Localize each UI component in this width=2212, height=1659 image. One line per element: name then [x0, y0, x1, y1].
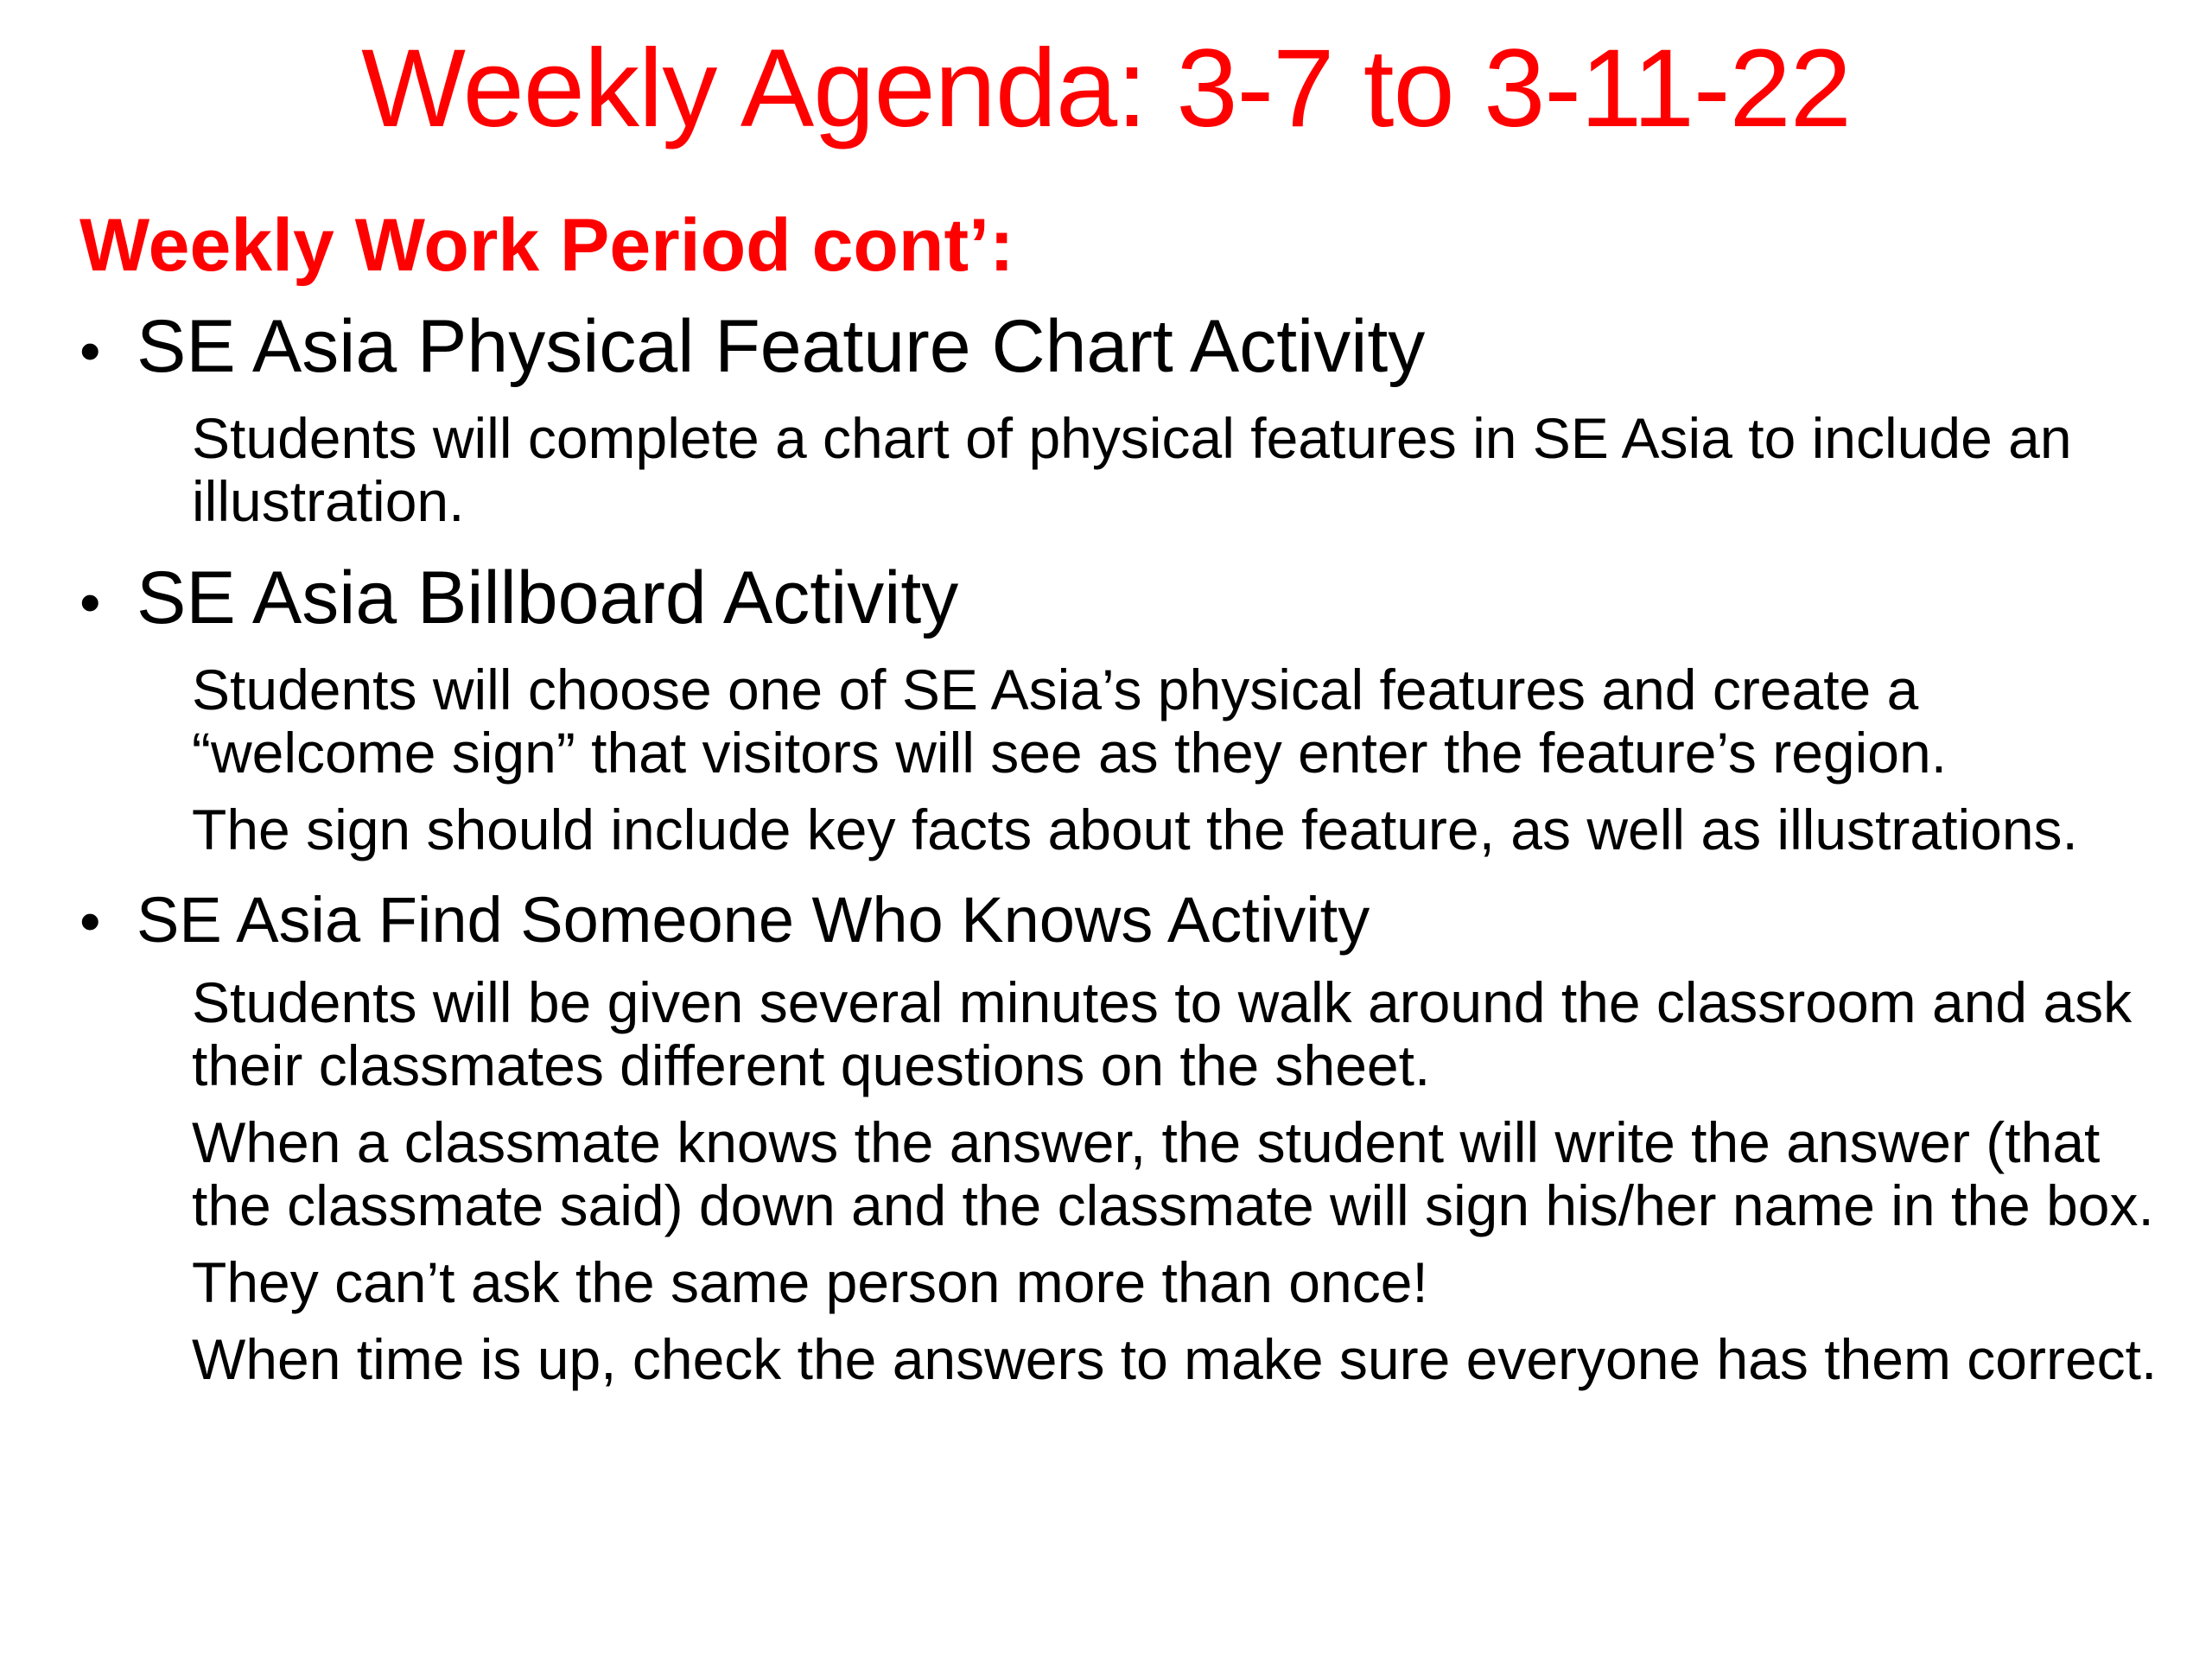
activity-title: SE Asia Billboard Activity — [137, 556, 959, 639]
slide-content — [79, 200, 2171, 1405]
activity-description: When time is up, check the answers to make sure everyone has them correct. — [192, 1327, 2158, 1391]
bullet-row — [79, 296, 2171, 402]
activity-title: SE Asia Physical Feature Chart Activity — [137, 305, 1426, 388]
bullet-icon: • — [79, 887, 101, 955]
activity-description: They can’t ask the same person more than once! — [192, 1250, 1428, 1314]
section-heading: Weekly Work Period cont’: — [79, 204, 1014, 287]
activity-description: Students will choose one of SE Asia’s physical features and create a “welcome sign” that visitors will see as they enter the feature’s region. — [192, 658, 1948, 785]
activity-billboard — [79, 547, 2171, 861]
bullet-icon: • — [79, 317, 101, 385]
activity-physical-feature-chart — [79, 296, 2171, 533]
activity-description: Students will complete a chart of physical features in SE Asia to include an illustration. — [192, 406, 2072, 533]
activity-title: SE Asia Find Someone Who Knows Activity — [137, 884, 1370, 956]
activity-description: Students will be given several minutes to walk around the classroom and ask their classmates different questions on the sheet. — [192, 970, 2133, 1097]
slide-title: Weekly Agenda: 3-7 to 3-11-22 — [361, 27, 1851, 150]
activity-description: The sign should include key facts about the feature, as well as illustrations. — [192, 798, 2078, 861]
bullet-row — [79, 547, 2171, 653]
bullet-icon: • — [79, 569, 101, 636]
activity-description: When a classmate knows the answer, the student will write the answer (that the classmate said) down and the classmate will sign his/her name in the box. — [192, 1110, 2154, 1237]
activity-find-someone-who-knows — [79, 875, 2171, 1391]
bullet-row — [79, 875, 2171, 966]
